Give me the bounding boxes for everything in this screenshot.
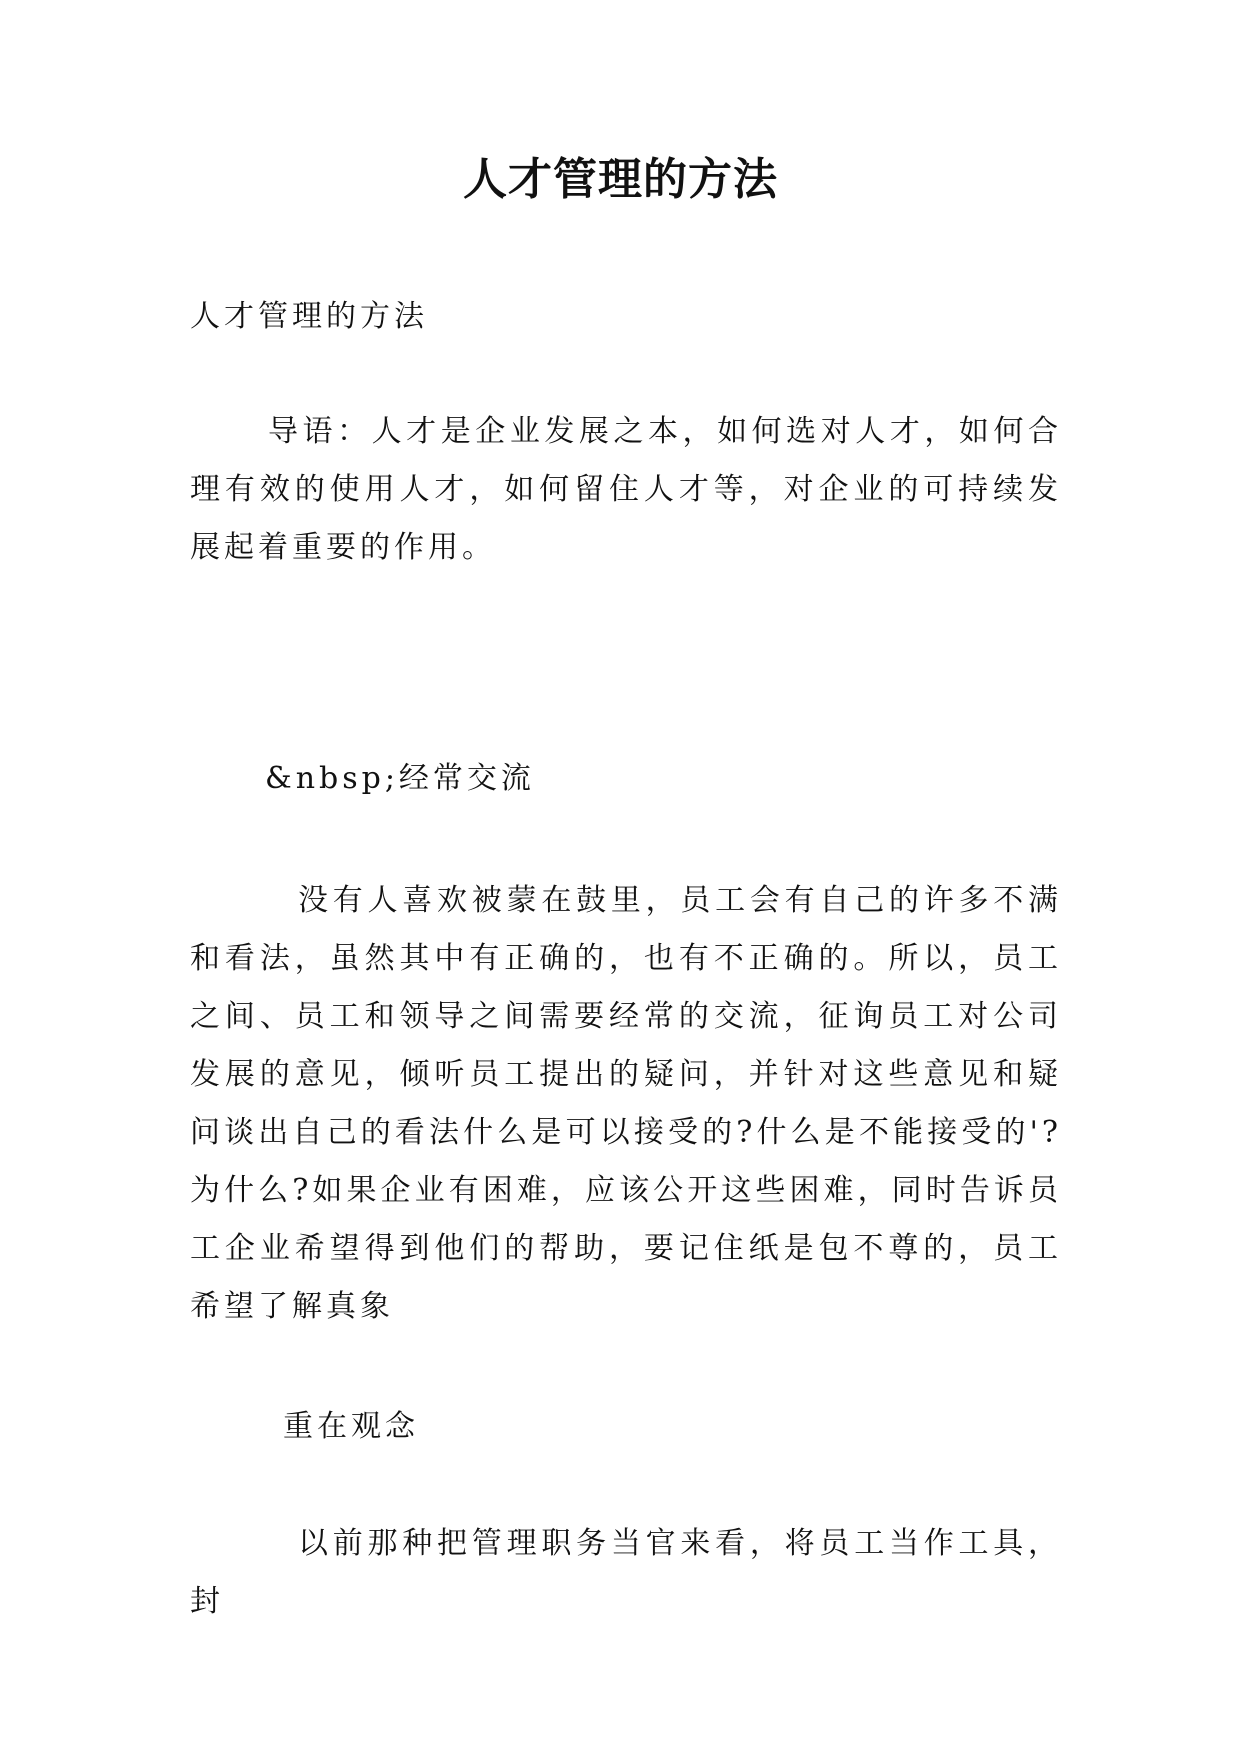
section-heading-communication: &nbsp;经常交流 (265, 761, 535, 796)
intro-paragraph: 导语：人才是企业发展之本，如何选对人才，如何合理有效的使用人才，如何留住人才等，对企业的可持续发展起着重要的作用。 (190, 414, 1062, 565)
document-subtitle: 人才管理的方法 (190, 299, 428, 334)
section-paragraph-concept: 以前那种把管理职务当官来看，将员工当作工具，封 (190, 1526, 1062, 1619)
document-title: 人才管理的方法 (463, 154, 778, 205)
section-heading-concept: 重在观念 (283, 1409, 419, 1444)
section-paragraph-communication: 没有人喜欢被蒙在鼓里，员工会有自己的许多不满和看法，虽然其中有正确的，也有不正确的。所以，员工之间、员工和领导之间需要经常的交流，征询员工对公司发展的意见，倾听员工提出的疑问，并针对这些意见和疑问谈出自己的看法什么是可以接受的?什么是不能接受的'?为什么?如果企业有困难，应该公开这些困难，同时告诉员工企业希望得到他们的帮助，要记住纸是包不尊的，员工希望了解真象 (190, 883, 1062, 1324)
